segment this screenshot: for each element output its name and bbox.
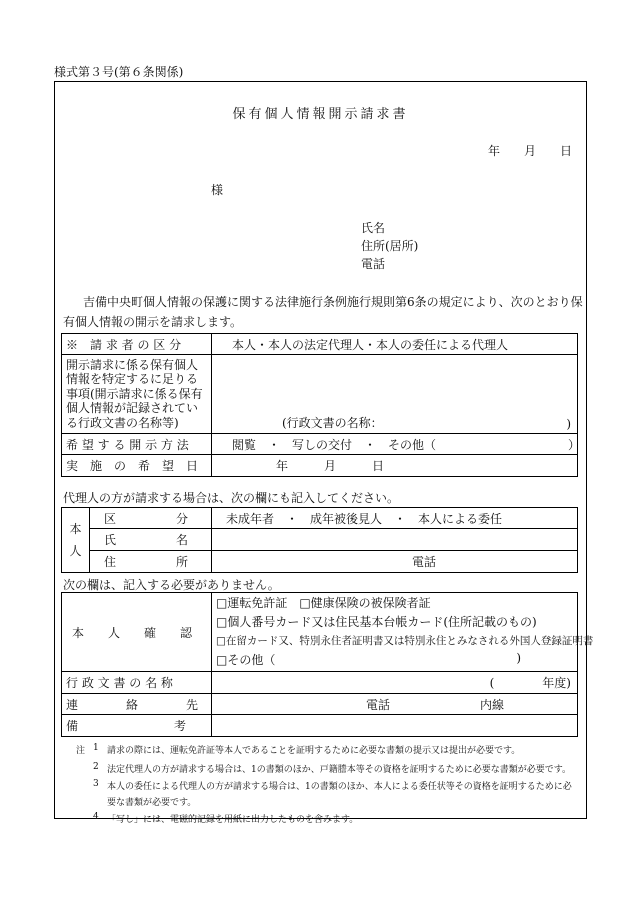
category-label: ※ 請 求 者 の 区 分	[62, 334, 212, 355]
intro-line-2: 有個人情報の開示を請求します。	[63, 315, 243, 329]
remarks-label: 備 考	[62, 715, 212, 737]
agent-name-label: 氏 名	[90, 529, 212, 551]
contact-ext-label: 内線	[480, 697, 505, 712]
agent-name-field[interactable]	[212, 529, 578, 551]
agent-address-field[interactable]	[212, 551, 578, 573]
form-label: 様式第３号(第６条関係)	[54, 65, 184, 79]
notes-label: 注	[76, 746, 86, 756]
docname-value[interactable]: ( 年度)	[212, 672, 578, 694]
form-title: 保有個人情報開示請求書	[232, 107, 409, 122]
agent-address-label: 住 所	[90, 551, 212, 573]
method-label: 希 望 す る 開 示 方 法	[62, 434, 212, 455]
agent-table	[61, 507, 578, 573]
note-num: 3	[93, 779, 99, 789]
identity-close: )	[516, 651, 521, 665]
info-label-line: 事項(開示請求に係る保有	[66, 386, 203, 401]
category-value[interactable]: 本人・本人の法定代理人・本人の委任による代理人	[212, 334, 578, 355]
agent-phone-label: 電話	[412, 555, 437, 569]
identity-options	[212, 593, 594, 672]
note-text: 「写し」には、電磁的記録を用紙に出力したものを含みます。	[107, 815, 359, 825]
method-value[interactable]: 閲覧 ・ 写しの交付 ・ その他（ ）	[212, 434, 578, 455]
remarks-field[interactable]	[212, 715, 578, 737]
info-label-line: 個人情報が記録されてい	[66, 401, 199, 416]
office-table	[61, 592, 594, 737]
identity-option[interactable]: □在留カード又、特別永住者証明書又は特別永住とみなされる外国人登録証明書	[216, 635, 594, 647]
requester-name-label: 氏名	[361, 221, 386, 235]
doc-name-hint: (行政文書の名称：	[282, 416, 383, 430]
info-label-line: 開示請求に係る保有個人	[66, 357, 199, 372]
requester-address-label: 住所(居所)	[361, 239, 419, 253]
note-text: 法定代理人の方が請求する場合は、1の書類のほか、戸籍謄本等その資格を証明するために必要な書類が必要です。	[107, 765, 572, 775]
agent-category-value[interactable]: 未成年者 ・ 成年被後見人 ・ 本人による委任	[212, 508, 578, 529]
identity-label: 本 人 確 認	[62, 593, 212, 672]
agent-category-label: 区 分	[90, 508, 212, 529]
request-table	[61, 333, 581, 477]
note-text: 請求の際には、運転免許証等本人であることを証明するために必要な書類の提示又は提出が必要です。	[107, 746, 521, 756]
principal-label: 本人	[62, 508, 90, 573]
identity-option[interactable]: □その他（	[216, 653, 276, 667]
docname-label: 行 政 文 書 の 名 称	[62, 672, 212, 694]
identity-option[interactable]: □個人番号カード又は住民基本台帳カード(住所記載のもの)	[216, 615, 537, 629]
note-text: 要な書類が必要です。	[107, 798, 197, 808]
agent-note: 代理人の方が請求する場合は、次の欄にも記入してください。	[63, 491, 400, 505]
info-field[interactable]	[212, 355, 578, 434]
note-num: 1	[93, 743, 99, 753]
office-note: 次の欄は、記入する必要がありません。	[63, 578, 280, 592]
info-label	[62, 355, 212, 434]
addressee-suffix: 様	[211, 183, 224, 197]
note-text: 本人の委任による代理人の方が請求する場合は、1の書類のほか、本人による委任状等その資格を証明するために必	[107, 782, 572, 792]
doc-name-close: )	[566, 417, 571, 431]
note-num: 4	[93, 812, 99, 822]
implement-label: 実 施 の 希 望 日	[62, 455, 212, 477]
info-label-line: る行政文書の名称等)	[66, 415, 179, 430]
date-line[interactable]: 年 月 日	[488, 144, 573, 158]
info-label-line: 情報を特定するに足りる	[66, 372, 199, 387]
contact-label: 連 絡 先	[62, 694, 212, 715]
contact-field[interactable]	[212, 694, 578, 715]
note-num: 2	[93, 762, 99, 772]
intro-line-1: 吉備中央町個人情報の保護に関する法律施行条例施行規則第6条の規定により、次のとおり保	[83, 295, 583, 309]
requester-phone-label: 電話	[361, 257, 386, 271]
implement-value[interactable]: 年 月 日	[212, 455, 578, 477]
contact-phone-label: 電話	[366, 697, 391, 712]
identity-option[interactable]: □運転免許証 □健康保険の被保険者証	[216, 596, 431, 610]
